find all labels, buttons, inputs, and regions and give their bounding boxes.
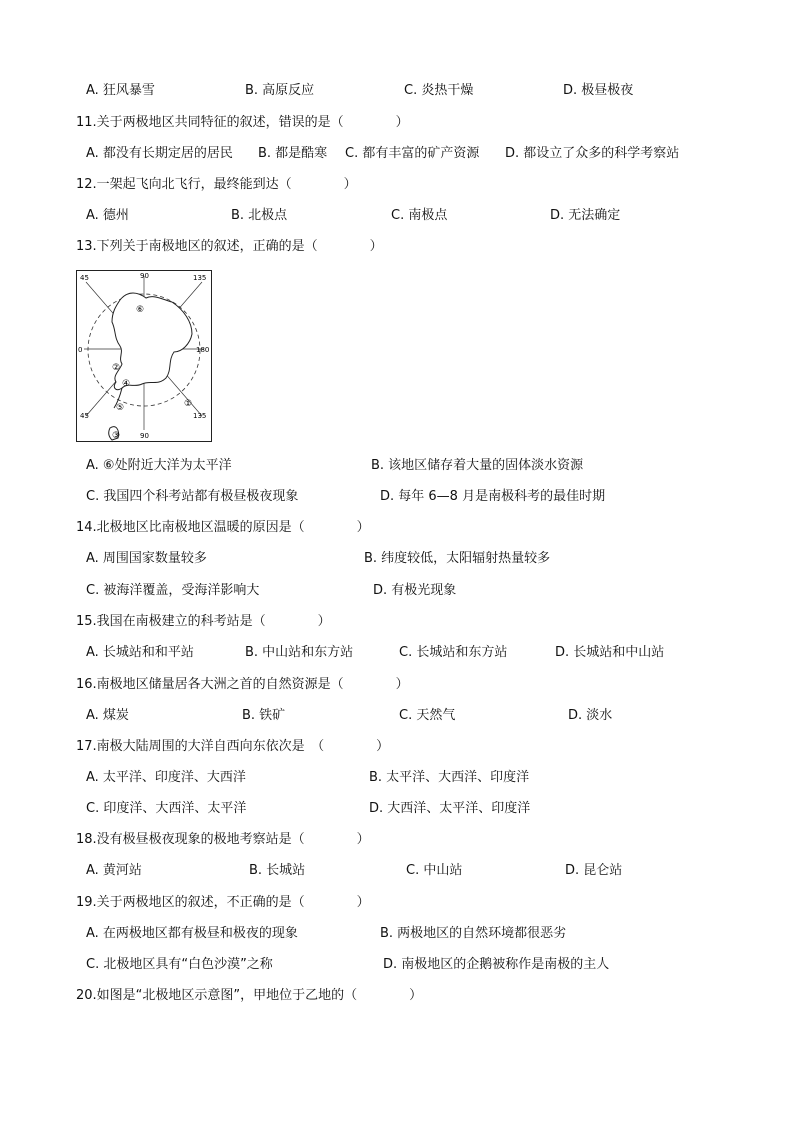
q12-option-b[interactable]: B. 北极点 xyxy=(231,208,288,223)
q20-stem: 20.如图是“北极地区示意图”，甲地位于乙地的（ ） xyxy=(76,988,423,1003)
q18-option-b[interactable]: B. 长城站 xyxy=(249,863,306,878)
q11-option-c[interactable]: C. 都有丰富的矿产资源 xyxy=(345,146,480,161)
q11-option-a[interactable]: A. 都没有长期定居的居民 xyxy=(86,146,233,161)
antarctica-map xyxy=(76,270,212,442)
q15-option-b[interactable]: B. 中山站和东方站 xyxy=(245,645,354,660)
map-label-180-right: 180 xyxy=(196,346,210,354)
q16-option-c[interactable]: C. 天然气 xyxy=(399,708,456,723)
q15-option-c[interactable]: C. 长城站和东方站 xyxy=(399,645,508,660)
map-marker-5: ⑤ xyxy=(116,403,125,413)
q19-option-d[interactable]: D. 南极地区的企鹅被称作是南极的主人 xyxy=(383,957,610,972)
q19-option-b[interactable]: B. 两极地区的自然环境都很恶劣 xyxy=(380,926,567,941)
q12-option-c[interactable]: C. 南极点 xyxy=(391,208,448,223)
q11-option-b[interactable]: B. 都是酷寒 xyxy=(258,146,328,161)
q11-stem: 11.关于两极地区共同特征的叙述，错误的是（ ） xyxy=(76,115,409,130)
q18-option-d[interactable]: D. 昆仑站 xyxy=(565,863,623,878)
q10-option-a[interactable]: A. 狂风暴雪 xyxy=(86,83,155,98)
q19-stem: 19.关于两极地区的叙述，不正确的是（ ） xyxy=(76,895,370,910)
q17-option-c[interactable]: C. 印度洋、大西洋、太平洋 xyxy=(86,801,247,816)
q13-option-b[interactable]: B. 该地区储存着大量的固体淡水资源 xyxy=(371,458,584,473)
q14-option-d[interactable]: D. 有极光现象 xyxy=(373,583,457,598)
q18-option-a[interactable]: A. 黄河站 xyxy=(86,863,142,878)
q10-option-d[interactable]: D. 极昼极夜 xyxy=(563,83,634,98)
q19-option-a[interactable]: A. 在两极地区都有极昼和极夜的现象 xyxy=(86,926,298,941)
q13-stem: 13.下列关于南极地区的叙述，正确的是（ ） xyxy=(76,239,383,254)
map-label-135-br: 135 xyxy=(193,412,207,420)
q15-option-d[interactable]: D. 长城站和中山站 xyxy=(555,645,665,660)
q17-option-a[interactable]: A. 太平洋、印度洋、大西洋 xyxy=(86,770,246,785)
q12-option-d[interactable]: D. 无法确定 xyxy=(550,208,621,223)
q16-option-d[interactable]: D. 淡水 xyxy=(568,708,613,723)
q16-stem: 16.南极地区储量居各大洲之首的自然资源是（ ） xyxy=(76,677,409,692)
map-label-90-bottom: 90 xyxy=(140,432,149,440)
q15-stem: 15.我国在南极建立的科考站是（ ） xyxy=(76,614,331,629)
map-label-45-tl: 45 xyxy=(80,274,89,282)
q17-option-d[interactable]: D. 大西洋、太平洋、印度洋 xyxy=(369,801,531,816)
q12-stem: 12.一架起飞向北飞行，最终能到达（ ） xyxy=(76,177,357,192)
q18-option-c[interactable]: C. 中山站 xyxy=(406,863,463,878)
q16-option-a[interactable]: A. 煤炭 xyxy=(86,708,129,723)
q10-option-b[interactable]: B. 高原反应 xyxy=(245,83,315,98)
q14-stem: 14.北极地区比南极地区温暖的原因是（ ） xyxy=(76,520,370,535)
map-label-45-bl: 45 xyxy=(80,412,89,420)
map-marker-4: ④ xyxy=(122,379,131,389)
q13-option-a[interactable]: A. ⑥处附近大洋为太平洋 xyxy=(86,458,232,473)
q10-option-c[interactable]: C. 炎热干燥 xyxy=(404,83,474,98)
q12-option-a[interactable]: A. 德州 xyxy=(86,208,129,223)
q19-option-c[interactable]: C. 北极地区具有“白色沙漠”之称 xyxy=(86,957,273,972)
q16-option-b[interactable]: B. 铁矿 xyxy=(242,708,286,723)
q15-option-a[interactable]: A. 长城站和和平站 xyxy=(86,645,194,660)
map-marker-6: ⑥ xyxy=(136,305,145,315)
map-marker-1: ① xyxy=(184,399,193,409)
q17-stem: 17.南极大陆周围的大洋自西向东依次是 （ ） xyxy=(76,739,390,754)
map-label-90-top: 90 xyxy=(140,272,149,280)
q14-option-b[interactable]: B. 纬度较低，太阳辐射热量较多 xyxy=(364,551,551,566)
q13-option-d[interactable]: D. 每年 6—8 月是南极科考的最佳时期 xyxy=(380,489,606,504)
q14-option-c[interactable]: C. 被海洋覆盖，受海洋影响大 xyxy=(86,583,260,598)
map-marker-3: ③ xyxy=(112,431,121,441)
map-marker-2: ② xyxy=(112,363,121,373)
q17-option-b[interactable]: B. 太平洋、大西洋、印度洋 xyxy=(369,770,530,785)
q13-option-c[interactable]: C. 我国四个科考站都有极昼极夜现象 xyxy=(86,489,299,504)
map-label-135-tr: 135 xyxy=(193,274,207,282)
q18-stem: 18.没有极昼极夜现象的极地考察站是（ ） xyxy=(76,832,370,847)
map-label-0-left: 0 xyxy=(78,346,83,354)
q11-option-d[interactable]: D. 都设立了众多的科学考察站 xyxy=(505,146,680,161)
q14-option-a[interactable]: A. 周围国家数量较多 xyxy=(86,551,207,566)
